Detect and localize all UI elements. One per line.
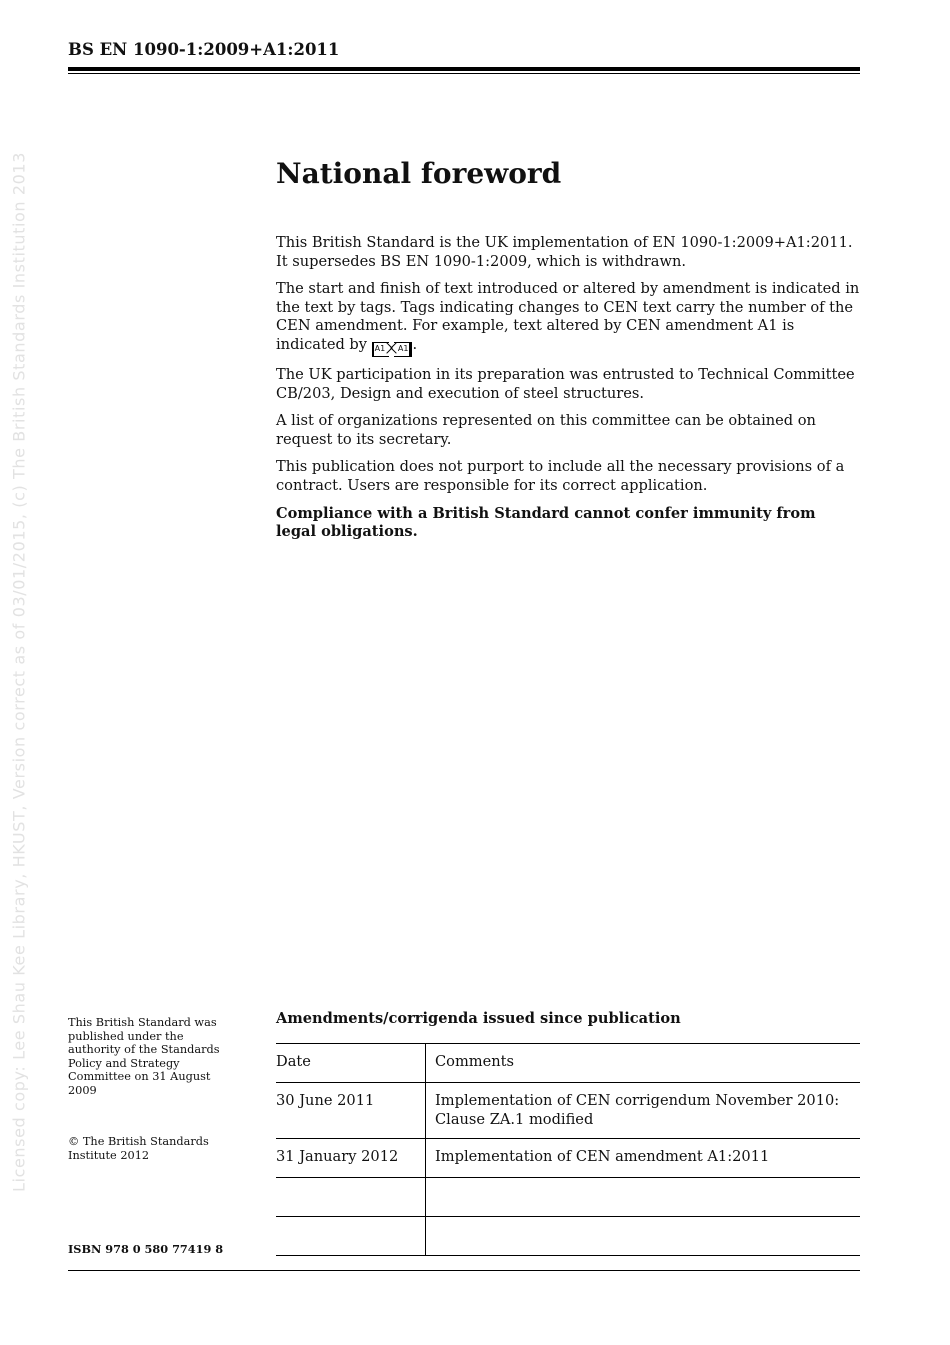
paragraph-committee: The UK participation in its preparation was entrusted to Technical Committee CB/203, Design and execution of steel structures. [276,365,855,402]
amendment-date: 31 January 2012 [276,1139,426,1178]
amendment-date: 30 June 2011 [276,1083,426,1139]
column-header-date: Date [276,1044,426,1083]
amendments-table [276,1043,860,1256]
copyright-note: © The British Standards Institute 2012 [68,1135,209,1162]
foreword-body [276,234,860,551]
paragraph-amendment-tags [276,280,860,357]
paragraph-amendment-tags-text: The start and finish of text introduced or altered by amendment is indicated in the text by tags. Tags indicating changes to CEN text carry the number of the CEN amendment. For example, text altered by CEN amendment A1 is indicated by [276,280,860,353]
table-row [276,1083,860,1139]
page-title: National foreword [276,157,562,190]
amendment-comment: Implementation of CEN corrigendum November 2010: Clause ZA.1 modified [426,1083,861,1139]
isbn: ISBN 978 0 580 77419 8 [68,1242,224,1256]
table-row [276,1178,860,1217]
column-header-comments: Comments [426,1044,861,1083]
paragraph-compliance: Compliance with a British Standard cannot confer immunity from legal obligations. [276,504,816,541]
amendment-start-tag-icon: A1 [372,342,390,357]
paragraph-organizations: A list of organizations represented on this committee can be obtained on request to its secretary. [276,412,816,448]
amendment-comment [426,1217,861,1256]
header-rule-thin [68,73,860,74]
footer-rule [68,1270,860,1271]
amendment-date [276,1217,426,1256]
amendment-end-tag-icon: A1 [394,342,413,357]
document-id: BS EN 1090-1:2009+A1:2011 [68,40,340,59]
amendment-comment: Implementation of CEN amendment A1:2011 [426,1139,861,1178]
paragraph-implementation: This British Standard is the UK implementation of EN 1090-1:2009+A1:2011. It supersedes BS EN 1090-1:2009, which is withdrawn. [276,234,853,270]
license-watermark: Licensed copy: Lee Shau Kee Library, HKUST, Version correct as of 03/01/2015, (c) The British Standards Institution 2013 [9,152,29,1192]
publication-note: This British Standard was published under the authority of the Standards Policy and Strategy Committee on 31 August 2009 [68,1016,220,1097]
table-header-row [276,1044,860,1083]
paragraph-amendment-tags-end: . [412,335,418,353]
paragraph-contract: This publication does not purport to include all the necessary provisions of a contract. Users are responsible for its correct application. [276,458,845,494]
amendments-heading: Amendments/corrigenda issued since publication [276,1010,681,1027]
header-rule-thick [68,67,860,71]
amendment-date [276,1178,426,1217]
amendment-comment [426,1178,861,1217]
table-row [276,1139,860,1178]
table-row [276,1217,860,1256]
